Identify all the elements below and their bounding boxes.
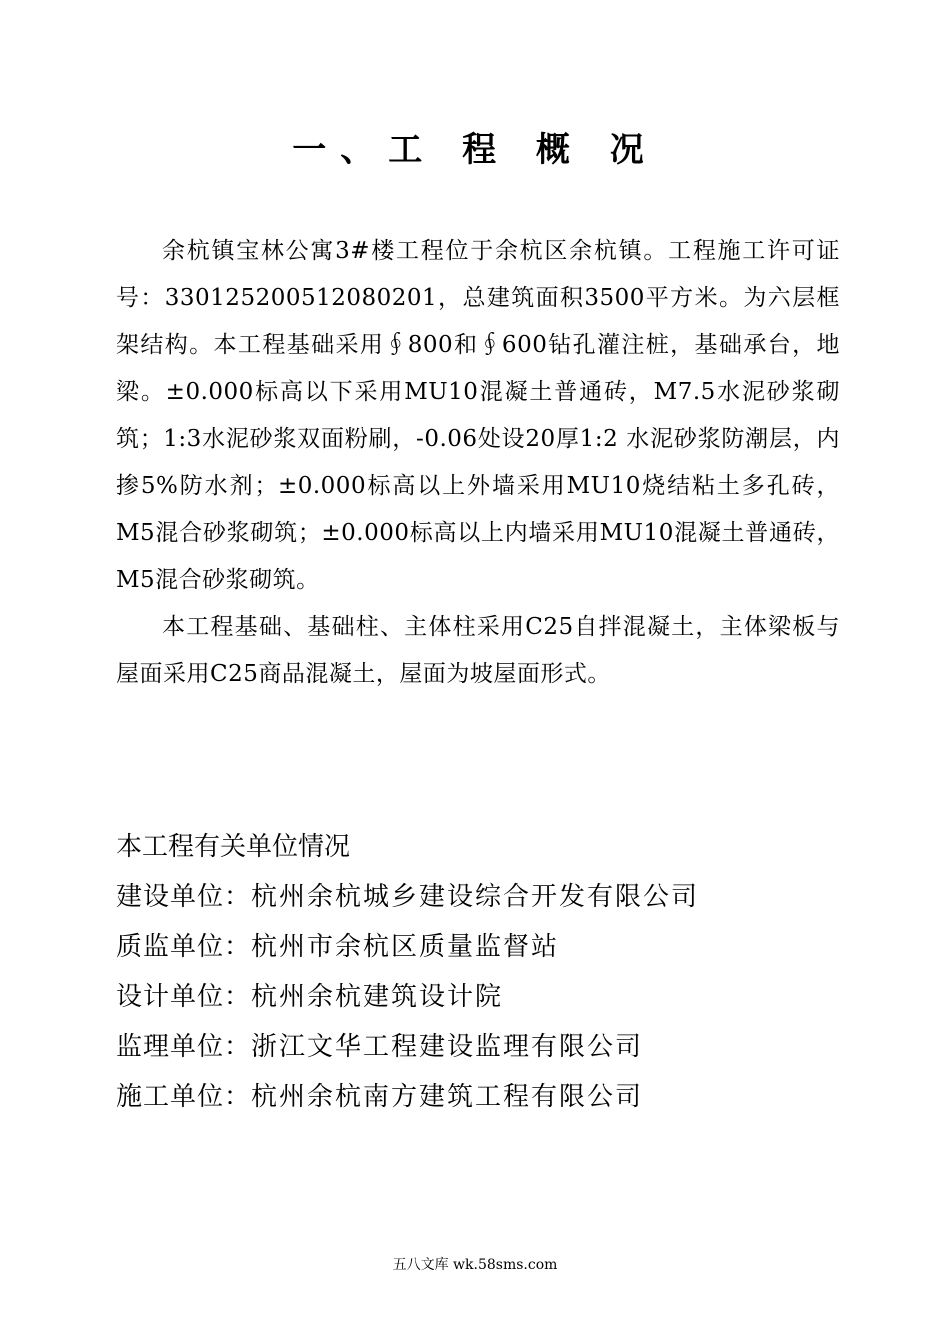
page-title: 一、工 程 概 况 xyxy=(292,130,658,170)
unit-label: 建设单位： xyxy=(116,882,252,912)
unit-row-design xyxy=(116,972,856,1022)
unit-value: 杭州余杭南方建筑工程有限公司 xyxy=(251,1082,644,1112)
units-section xyxy=(116,822,856,1122)
unit-value: 杭州余杭城乡建设综合开发有限公司 xyxy=(251,882,700,912)
unit-label: 质监单位： xyxy=(116,932,252,962)
unit-row-supervision xyxy=(116,1022,856,1072)
unit-label: 设计单位： xyxy=(116,982,252,1012)
unit-row-construction xyxy=(116,872,856,922)
unit-value: 杭州余杭建筑设计院 xyxy=(251,982,504,1012)
unit-label: 监理单位： xyxy=(116,1032,252,1062)
unit-value: 杭州市余杭区质量监督站 xyxy=(251,932,560,962)
unit-row-quality-supervision xyxy=(116,922,856,972)
unit-value: 浙江文华工程建设监理有限公司 xyxy=(251,1032,644,1062)
units-heading: 本工程有关单位情况 xyxy=(116,832,351,862)
unit-row-contractor xyxy=(116,1072,856,1122)
overview-paragraph-1: 余杭镇宝林公寓3#楼工程位于余杭区余杭镇。工程施工许可证号：330125200512080201，总建筑面积3500平方米。为六层框架结构。本工程基础采用∮800和∮600钻孔灌注桩，基础承台，地梁。±0.000标高以下采用MU10混凝土普通砖，M7.5水泥砂浆砌筑；1:3水泥砂浆双面粉刷，-0.06处设20厚1:2 水泥砂浆防潮层，内掺5%防水剂；±0.000标高以上外墙采用MU10烧结粘土多孔砖，M5混合砂浆砌筑；±0.000标高以上内墙采用MU10混凝土普通砖，M5混合砂浆砌筑。 xyxy=(116,238,840,593)
footer-watermark: 五八文库 wk.58sms.com xyxy=(392,1257,558,1273)
unit-label: 施工单位： xyxy=(116,1082,252,1112)
overview-paragraph-2: 本工程基础、基础柱、主体柱采用C25自拌混凝土，主体梁板与屋面采用C25商品混凝土，屋面为坡屋面形式。 xyxy=(116,614,840,687)
overview-body xyxy=(116,228,840,698)
